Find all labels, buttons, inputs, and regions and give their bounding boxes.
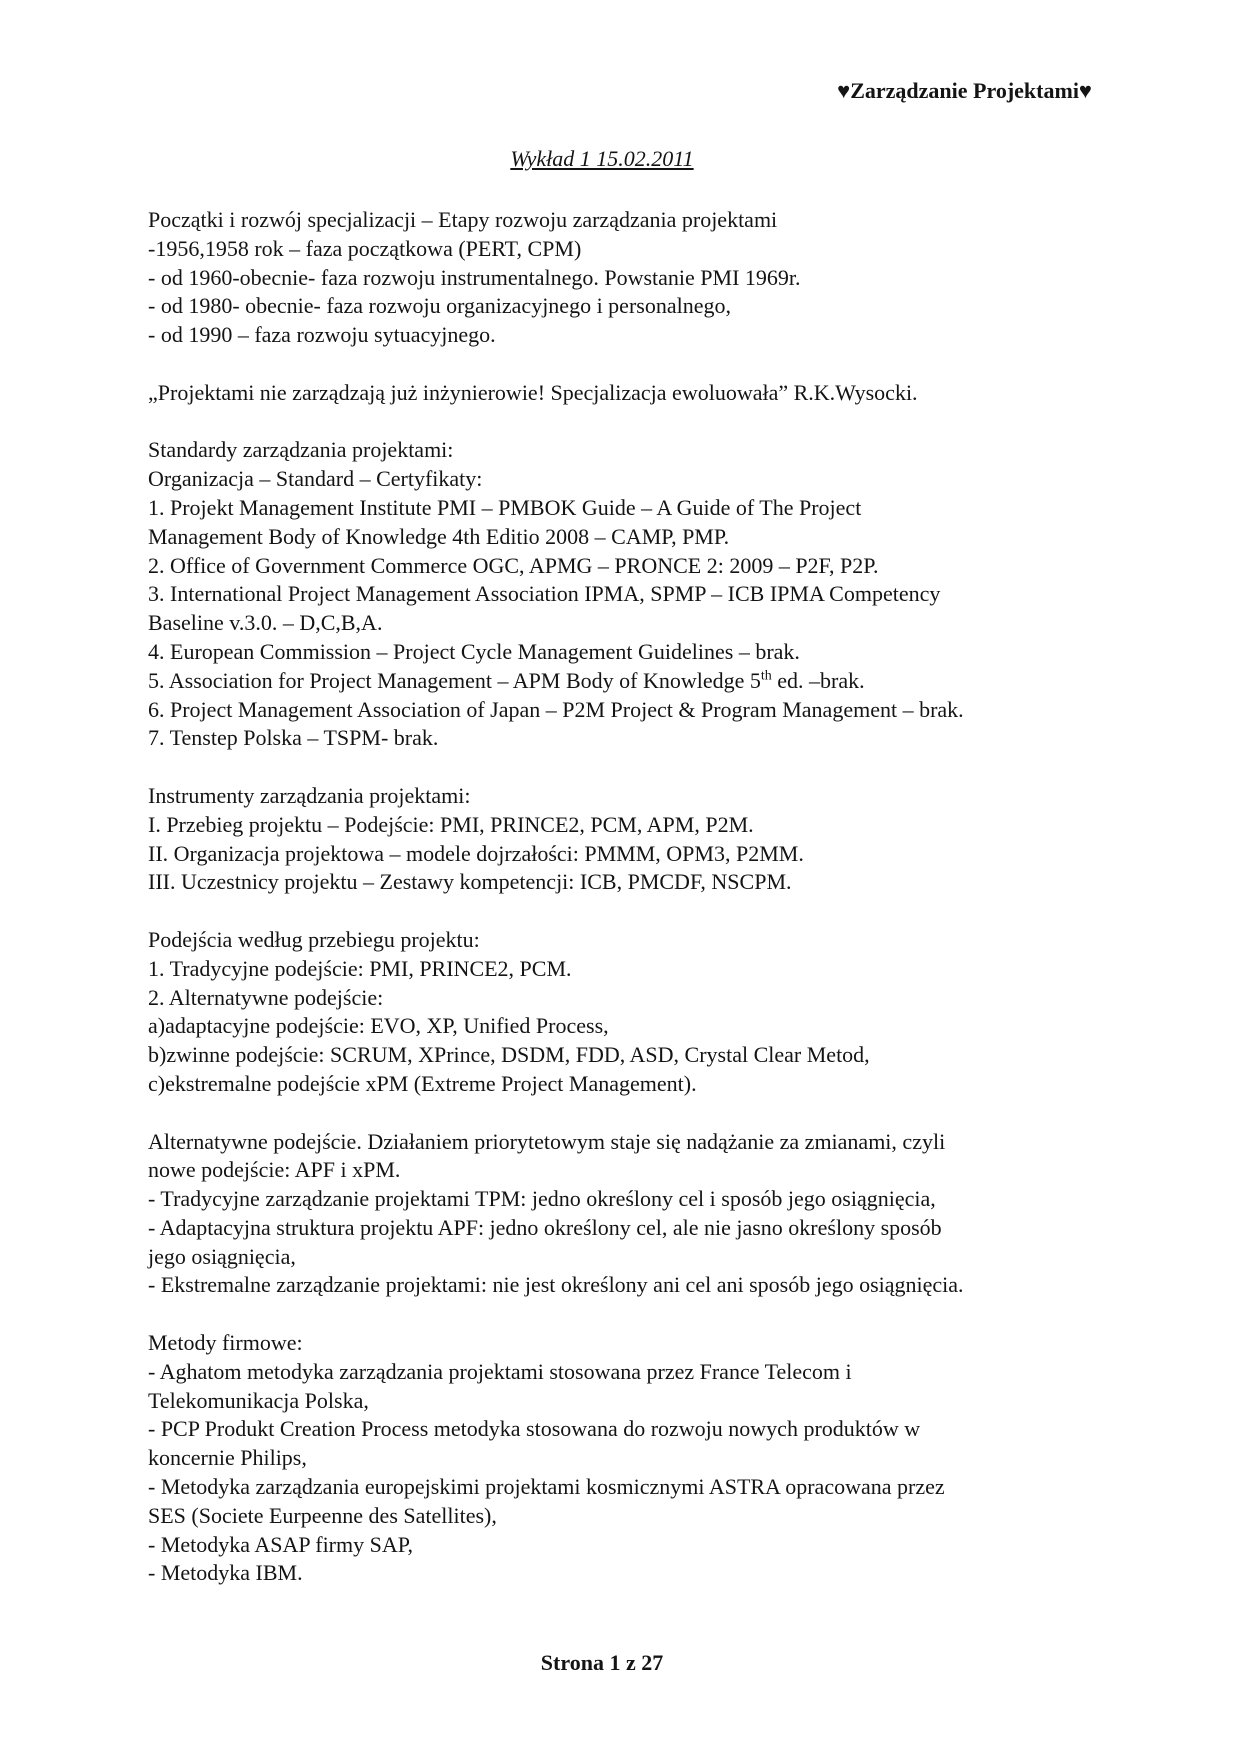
standards-item-text: 5. Association for Project Management – APM Body of Knowledge 5 (148, 667, 761, 693)
alternative-line: - Ekstremalne zarządzanie projektami: nie jest określony ani cel ani sposób jego osiągnięcia. (148, 1272, 964, 1298)
lecture-title: Wykład 1 15.02.2011 (510, 146, 694, 171)
standards-item: Baseline v.3.0. – D,C,B,A. (148, 610, 383, 636)
standards-item: 3. International Project Management Association IPMA, SPMP – ICB IPMA Competency (148, 581, 941, 607)
approaches-item: a)adaptacyjne podejście: EVO, XP, Unified Process, (148, 1013, 609, 1039)
document-header: ♥Zarządzanie Projektami♥ (837, 78, 1092, 103)
instruments-item: III. Uczestnicy projektu – Zestawy kompetencji: ICB, PMCDF, NSCPM. (148, 869, 792, 895)
standards-subheading: Organizacja – Standard – Certyfikaty: (148, 466, 483, 492)
spacer (148, 753, 1088, 782)
approaches-heading: Podejścia według przebiegu projektu: (148, 926, 480, 952)
standards-item: 4. European Commission – Project Cycle Management Guidelines – brak. (148, 638, 800, 664)
page-number: Strona 1 z 27 (540, 1650, 664, 1675)
history-heading: Początki i rozwój specjalizacji – Etapy rozwoju zarządzania projektami (148, 207, 778, 232)
alternative-line: - Tradycyjne zarządzanie projektami TPM: jedno określony cel i sposób jego osiągnięcia, (148, 1186, 936, 1212)
instruments-item: II. Organizacja projektowa – modele dojrzałości: PMMM, OPM3, P2MM. (148, 840, 804, 866)
approaches-item: c)ekstremalne podejście xPM (Extreme Project Management). (148, 1070, 697, 1096)
history-item: - od 1960-obecnie- faza rozwoju instrumentalnego. Powstanie PMI 1969r. (148, 264, 801, 290)
spacer (148, 1300, 1088, 1329)
company-methods-line: koncernie Philips, (148, 1445, 307, 1471)
standards-heading: Standardy zarządzania projektami: (148, 437, 454, 463)
company-methods-line: Telekomunikacja Polska, (148, 1387, 369, 1413)
company-methods-line: - Metodyka zarządzania europejskimi projektami kosmicznymi ASTRA opracowana przez (148, 1474, 945, 1500)
standards-item (148, 667, 1088, 696)
standards-item: Management Body of Knowledge 4th Editio 2008 – CAMP, PMP. (148, 523, 730, 549)
company-methods-line: - Metodyka IBM. (148, 1560, 303, 1586)
history-item: - od 1990 – faza rozwoju sytuacyjnego. (148, 322, 496, 348)
standards-item: 1. Projekt Management Institute PMI – PMBOK Guide – A Guide of The Project (148, 494, 862, 520)
company-methods-line: - Metodyka ASAP firmy SAP, (148, 1531, 414, 1557)
standards-item-text: ed. –brak. (771, 667, 865, 693)
quote: „Projektami nie zarządzają już inżynierowie! Specjalizacja ewoluowała” R.K.Wysocki. (148, 379, 918, 405)
alternative-line: jego osiągnięcia, (148, 1243, 296, 1269)
standards-item: 6. Project Management Association of Japan – P2M Project & Program Management – brak. (148, 696, 964, 722)
spacer (148, 1099, 1088, 1128)
company-methods-line: - Aghatom metodyka zarządzania projektami stosowana przez France Telecom i (148, 1358, 852, 1384)
instruments-item: I. Przebieg projektu – Podejście: PMI, PRINCE2, PCM, APM, P2M. (148, 811, 754, 837)
document-body (148, 206, 1088, 1588)
standards-item: 2. Office of Government Commerce OGC, APMG – PRONCE 2: 2009 – P2F, P2P. (148, 552, 879, 578)
standards-item: 7. Tenstep Polska – TSPM- brak. (148, 725, 439, 751)
history-item: - od 1980- obecnie- faza rozwoju organizacyjnego i personalnego, (148, 293, 731, 319)
company-methods-line: - PCP Produkt Creation Process metodyka stosowana do rozwoju nowych produktów w (148, 1416, 921, 1442)
spacer (148, 897, 1088, 926)
alternative-line: nowe podejście: APF i xPM. (148, 1157, 401, 1183)
alternative-line: - Adaptacyjna struktura projektu APF: jedno określony cel, ale nie jasno określony sposób (148, 1214, 942, 1240)
company-methods-heading: Metody firmowe: (148, 1330, 303, 1356)
instruments-heading: Instrumenty zarządzania projektami: (148, 782, 471, 808)
spacer (148, 350, 1088, 379)
history-item: -1956,1958 rok – faza początkowa (PERT, CPM) (148, 235, 582, 261)
spacer (148, 408, 1088, 437)
alternative-line: Alternatywne podejście. Działaniem priorytetowym staje się nadążanie za zmianami, czyli (148, 1128, 946, 1154)
superscript: th (760, 668, 772, 684)
approaches-item: 1. Tradycyjne podejście: PMI, PRINCE2, PCM. (148, 955, 572, 981)
approaches-item: 2. Alternatywne podejście: (148, 984, 384, 1010)
approaches-item: b)zwinne podejście: SCRUM, XPrince, DSDM, FDD, ASD, Crystal Clear Metod, (148, 1042, 870, 1068)
company-methods-line: SES (Societe Eurpeenne des Satellites), (148, 1502, 497, 1528)
